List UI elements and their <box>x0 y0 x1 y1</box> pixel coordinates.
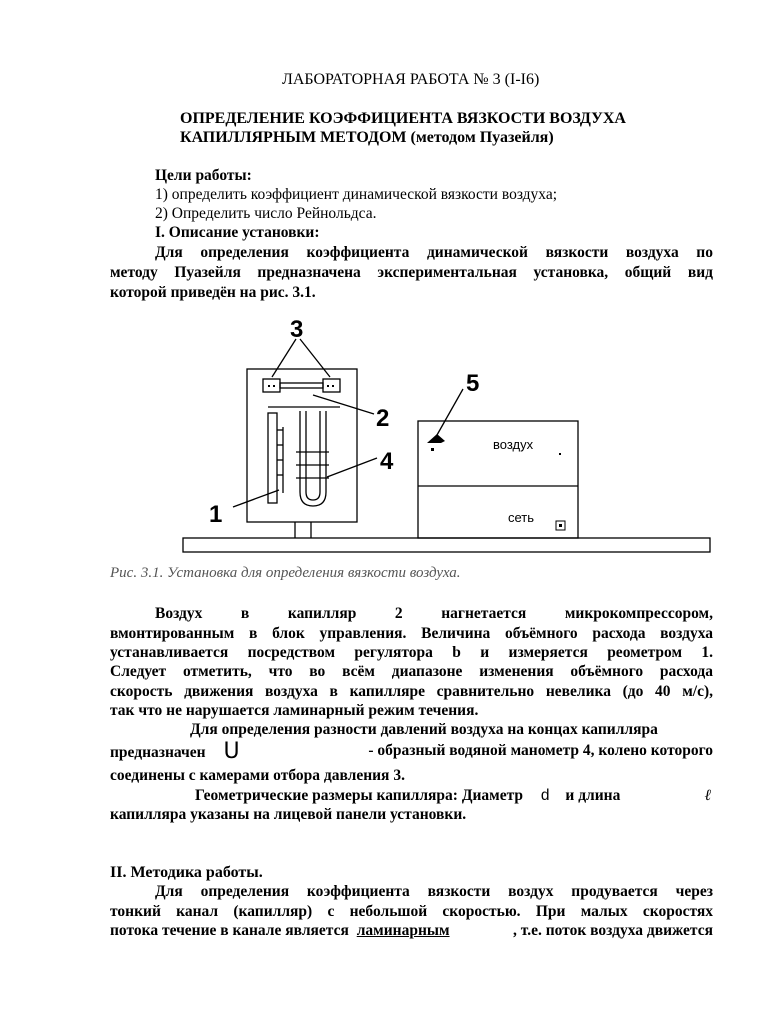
goals-heading: Цели работы: <box>155 167 252 184</box>
laminar-term: ламинарным <box>356 922 450 939</box>
indicator-dot <box>431 448 434 451</box>
base-plate <box>183 538 710 552</box>
subject-title-main: КАПИЛЛЯРНЫМ МЕТОДОМ <box>180 129 407 146</box>
figure-caption: Рис. 3.1. Установка для определения вязкости воздуха. <box>110 565 461 581</box>
subject-title-line1: ОПРЕДЕЛЕНИЕ КОЭФФИЦИЕНТА ВЯЗКОСТИ ВОЗДУХА <box>180 110 626 127</box>
label-4: 4 <box>380 448 394 475</box>
capillary <box>280 383 323 388</box>
goal-item-2: 2) Определить число Рейнольдса. <box>155 205 377 222</box>
section2-line3-prefix: потока течение в канале является <box>110 922 349 939</box>
body-p3-prefix: Геометрические размеры капилляра: Диаметр <box>195 787 524 804</box>
section2-line-3 <box>110 921 713 940</box>
body-p1-line-5: скорость движения воздуха в капилляре сравнительно невелика (до 40 м/с), <box>110 683 713 700</box>
label-1: 1 <box>209 501 223 528</box>
lab-title: ЛАБОРАТОРНАЯ РАБОТА № 3 (I-I6) <box>282 71 540 88</box>
pressure-chamber-right <box>323 379 340 392</box>
body-p3-line-2: капилляра указаны на лицевой панели установки. <box>110 806 467 823</box>
body-p2-line-2 <box>110 741 713 762</box>
body-p3-line-1 <box>195 786 713 805</box>
label-2: 2 <box>376 405 390 432</box>
body-p1-line-1: Воздух в капилляр 2 нагнетается микрокомпрессором, <box>155 605 713 622</box>
section1-line-2: методу Пуазейля предназначена экспериментальная установка, общий вид <box>110 264 713 281</box>
diameter-symbol: d <box>540 787 550 804</box>
regulator-knob <box>427 434 445 443</box>
section1-heading: I. Описание установки: <box>155 224 320 241</box>
rheometer-tube <box>268 413 277 503</box>
body-p3-and: и длина <box>565 787 621 804</box>
body-p1-line-2: вмонтированным в блок управления. Величина объёмного расхода воздуха <box>110 625 713 642</box>
body-p2-line-1: Для определения разности давлений воздуха на концах капилляра <box>190 721 658 738</box>
u-symbol: U <box>223 739 240 764</box>
length-symbol: ℓ <box>704 787 711 804</box>
label-5: 5 <box>466 370 480 397</box>
section2-line-2: тонкий канал (капилляр) с небольшой скоростью. При малых скоростях <box>110 903 713 920</box>
body-p2-line-3: соединены с камерами отбора давления 3. <box>110 767 405 784</box>
section2-line-1: Для определения коэффициента вязкости воздух продувается через <box>155 883 713 900</box>
goal-item-1: 1) определить коэффициент динамической вязкости воздуха; <box>155 186 558 203</box>
pressure-chamber-left <box>263 379 280 392</box>
body-p2-prefix: предназначен <box>110 744 206 761</box>
body-p1-line-3: устанавливается посредством регулятора b и измеряется реометром 1. <box>110 644 713 661</box>
subject-title-paren: (методом Пуазейля) <box>410 129 554 146</box>
subject-title-line2 <box>180 128 554 147</box>
u-manometer <box>300 411 326 506</box>
label-3: 3 <box>290 316 304 343</box>
panel-label-air: воздух <box>493 437 534 452</box>
body-p2-suffix: - образный водяной манометр 4, колено которого <box>368 742 713 759</box>
section1-line-1: Для определения коэффициента динамической вязкости воздуха по <box>155 244 713 261</box>
section2-line3-suffix: , т.е. поток воздуха движется <box>513 922 713 939</box>
body-p1-line-4: Следует отметить, что во всём диапазоне изменения объёмного расхода <box>110 663 713 680</box>
section2-heading: II. Методика работы. <box>110 864 263 881</box>
panel-label-net: сеть <box>508 510 535 525</box>
section1-line-3: которой приведён на рис. 3.1. <box>110 284 316 301</box>
body-p1-line-6: так что не нарушается ламинарный режим течения. <box>110 702 479 719</box>
setup-figure <box>0 310 768 570</box>
